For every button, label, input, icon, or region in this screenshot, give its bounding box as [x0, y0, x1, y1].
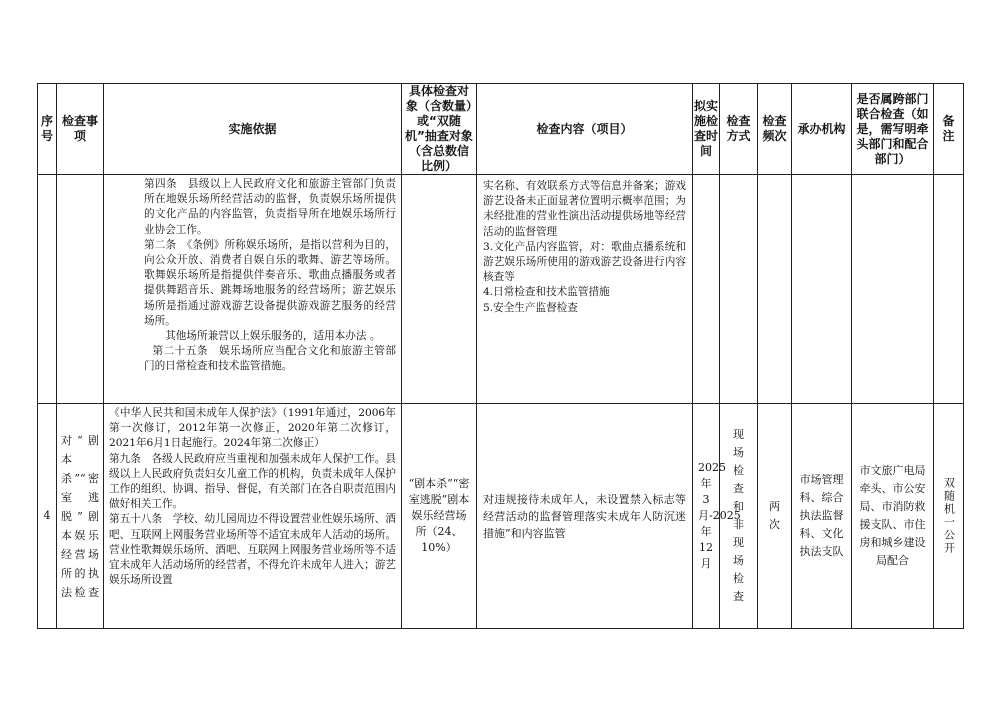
- header-row: [38, 84, 964, 175]
- table-row: [38, 404, 964, 629]
- inspection-target: “剧本杀”“密室逃脱”剧本娱乐经营场所（24、10%）: [402, 404, 477, 629]
- content-line: 4.日常检查和技术监管措施: [483, 286, 610, 299]
- header-frequency: 检查频次: [758, 84, 792, 175]
- basis-paragraph: 第四条 县级以上人民政府文化和旅游主管部门负责所在地娱乐场所经营活动的监督，负责娱乐场所提供的文化产品的内容监管，负责指导所在地娱乐场所行业协会工作。: [144, 178, 396, 236]
- note-text: 双随机一公开: [942, 477, 956, 555]
- header-time: 拟实施检查时间: [693, 84, 720, 175]
- header-target: 具体检查对象（含数量）或“双随机”抽查对象（含总数信比例）: [402, 84, 477, 175]
- header-basis: 实施依据: [104, 84, 402, 175]
- header-seq: 序号: [38, 84, 57, 175]
- content-cell: [477, 175, 693, 404]
- inspection-plan-table: [37, 83, 964, 629]
- table-row: [38, 175, 964, 404]
- basis-paragraph: 第五十八条 学校、幼儿园周边不得设置营业性娱乐场所、酒吧、互联网上网服务营业场所等不适宜未成年人活动的场所。营业性歌舞娱乐场所、酒吧、互联网上网服务营业场所等不适宜未成年人活动场所的经营者，不得允许未成年人进入；游艺娱乐场所设置: [109, 513, 396, 587]
- basis-paragraph: 第二十五条 娱乐场所应当配合文化和旅游主管部门的日常检查和技术监管措施。: [144, 345, 396, 373]
- header-content: 检查内容（项目）: [477, 84, 693, 175]
- responsible-org: 市场管理科、综合执法监督科、文化执法支队: [792, 404, 852, 629]
- header-item: 检查事项: [57, 84, 104, 175]
- content-line: 3.文化产品内容监管，对：歌曲点播系统和游艺娱乐场所使用的游戏游艺设备进行内容核查等: [483, 240, 686, 284]
- header-org: 承办机构: [792, 84, 852, 175]
- row-seq: 4: [38, 404, 57, 629]
- inspection-frequency: 两次: [758, 404, 792, 629]
- content-line: 实名称、有效联系方式等信息并备案；游戏游艺设备未正面显著位置明示概率范围；为未经批准的营业性演出活动提供场地等经营活动的监督管理: [483, 180, 686, 238]
- content-line: 5.安全生产监督检查: [483, 301, 578, 314]
- inspection-content: 对违规接待未成年人，未设置禁入标志等经营活动的监督管理落实未成年人防沉迷措施”和内容监管: [477, 404, 693, 629]
- basis-cell: [104, 175, 402, 404]
- inspection-time: 2025年3月-2025年12月: [693, 404, 720, 629]
- cross-department: 市文旅广电局牵头、市公安局、市消防救援支队、市住房和城乡建设局配合: [852, 404, 934, 629]
- basis-cell: [104, 404, 402, 629]
- header-cross: 是否属跨部门联合检查（如是，需写明牵头部门和配合部门）: [852, 84, 934, 175]
- basis-paragraph: 第九条 各级人民政府应当重视和加强未成年人保护工作。县级以上人民政府负责妇女儿童工作的机构，负责未成年人保护工作的组织、协调、指导、督促，有关部门在各自职责范围内做好相关工作。: [109, 452, 396, 511]
- note: [934, 404, 964, 629]
- inspection-method: 现场检查和非现场检查: [720, 404, 758, 629]
- header-note: 备注: [934, 84, 964, 175]
- basis-paragraph: 《中华人民共和国未成年人保护法》（1991年通过，2006年第一次修订，2012年第一次修正，2020年第二次修订，2021年6月1日起施行。2024年第二次修正）: [109, 407, 396, 450]
- basis-paragraph: 其他场所兼营以上娱乐服务的，适用本办法 。: [165, 330, 381, 343]
- header-method: 检查方式: [720, 84, 758, 175]
- inspection-item: 对“剧本杀”“密室逃脱”剧本娱乐经营场所的执法检查: [57, 404, 104, 629]
- basis-paragraph: 第二条 《条例》所称娱乐场所，是指以营利为目的，向公众开放、消费者自娱自乐的歌舞、游艺等场所。歌舞娱乐场所是指提供伴奏音乐、歌曲点播服务或者提供舞蹈音乐、跳舞场地服务的经营场所；游艺娱乐场所是指通过游戏游艺设备提供游戏游艺服务的经营场所。: [144, 238, 396, 327]
